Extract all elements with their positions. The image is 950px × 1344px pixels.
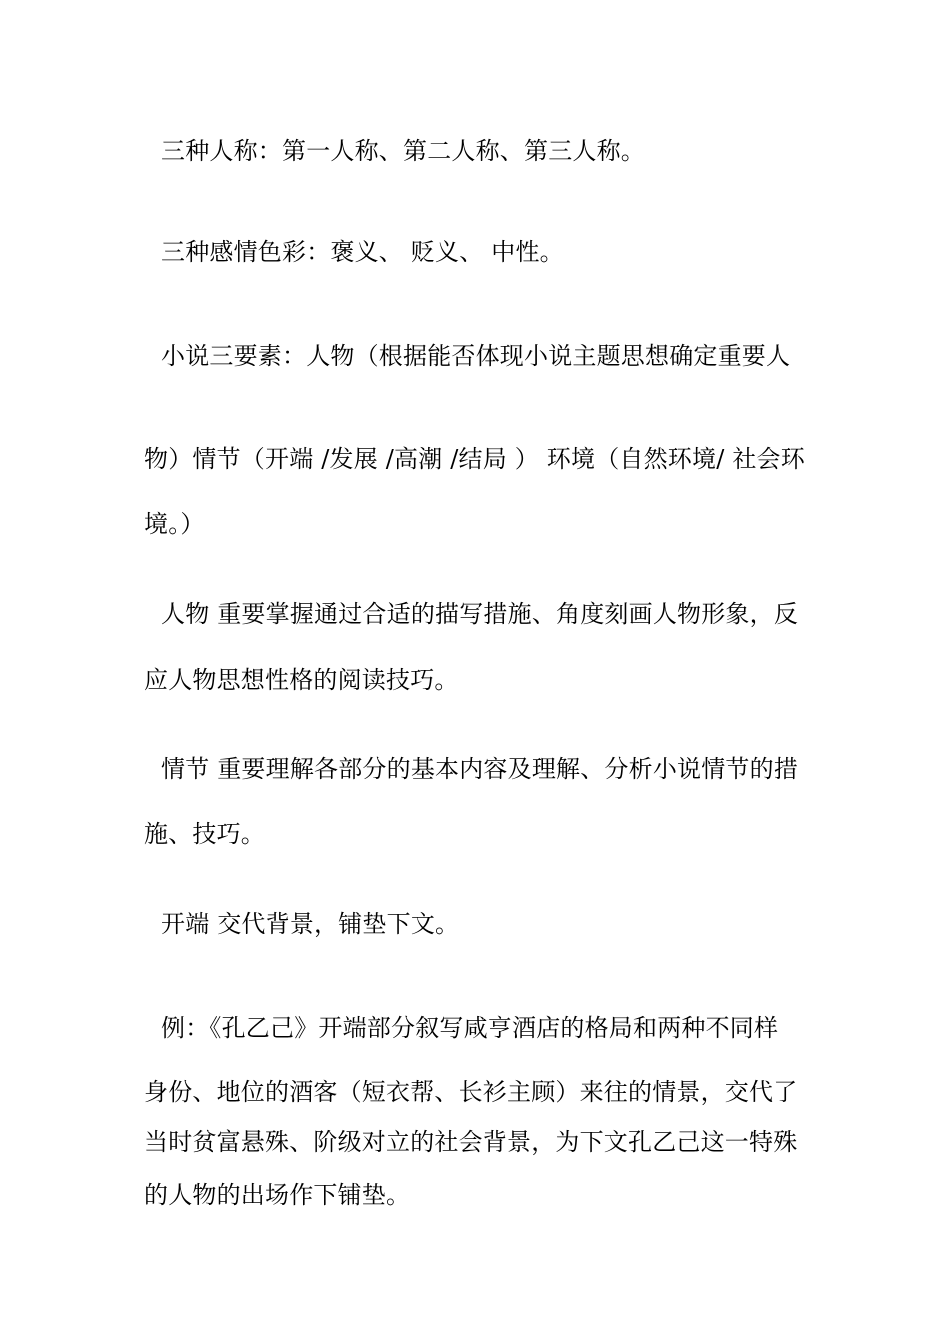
- paragraph-plot-line-2: 施、技巧。: [144, 820, 265, 848]
- paragraph-emotion-line-1: 三种感情色彩：褒义、 贬义、 中性。: [161, 238, 564, 266]
- paragraph-novel-elements-line-3: 境。）: [144, 510, 205, 538]
- paragraph-person-line-1: 三种人称：第一人称、第二人称、第三人称。: [161, 137, 645, 165]
- paragraph-example-line-3: 当时贫富悬殊、阶级对立的社会背景，为下文孔乙己这一特殊: [144, 1128, 798, 1156]
- paragraph-character-line-1: 人物 重要掌握通过合适的描写措施、角度刻画人物形象，反: [161, 600, 799, 628]
- paragraph-character-line-2: 应人物思想性格的阅读技巧。: [144, 666, 459, 694]
- paragraph-opening-line-1: 开端 交代背景，铺垫下文。: [161, 910, 460, 938]
- paragraph-example-line-1: 例：《孔乙己》开端部分叙写咸亨酒店的格局和两种不同样: [161, 1014, 779, 1042]
- paragraph-novel-elements-line-2: 物）情节（开端 /发展 /高潮 /结局 ） 环境（自然环境/ 社会环: [144, 445, 805, 473]
- paragraph-example-line-2: 身份、地位的酒客（短衣帮、长衫主顾）来往的情景，交代了: [144, 1078, 798, 1106]
- paragraph-novel-elements-line-1: 小说三要素：人物（根据能否体现小说主题思想确定重要人: [161, 342, 791, 370]
- paragraph-example-line-4: 的人物的出场作下铺垫。: [144, 1181, 411, 1209]
- paragraph-plot-line-1: 情节 重要理解各部分的基本内容及理解、分析小说情节的措: [161, 755, 799, 783]
